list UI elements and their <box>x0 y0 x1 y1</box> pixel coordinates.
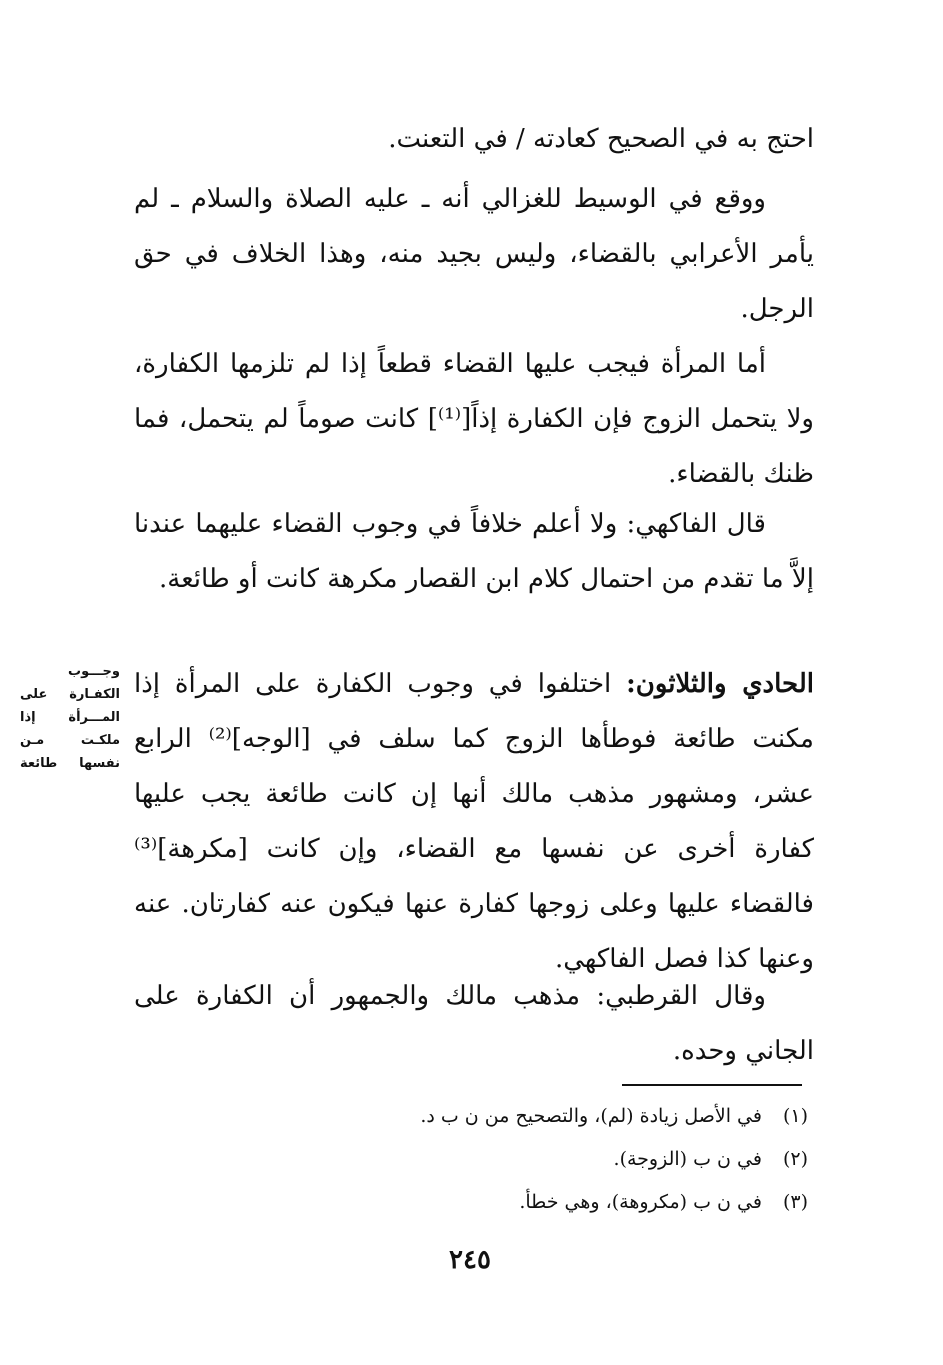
footnote-number: (٣) <box>782 1191 808 1213</box>
paragraph-1: احتج به في الصحيح كعادته / في التعنت. <box>388 124 814 154</box>
paragraph-last: وقال القرطبي: مذهب مالك والجمهور أن الكفارة على الجاني وحده. <box>134 981 814 1066</box>
marginal-note-line: نفسها طائعة <box>20 756 120 771</box>
footnote-3 <box>300 1181 808 1224</box>
footnote-number: (٢) <box>782 1148 808 1170</box>
marginal-note-line: المـــرأة إذا <box>20 710 120 725</box>
section-text: اختلفوا في وجوب الكفارة على المرأة إذا مكنت طائعة فوطأها الزوج كما سلف في [الوجه]⁽²⁾ الرابع عشر، ومشهور مذهب مالك أنها إن كانت طائعة يجب عليها كفارة أخرى عن نفسها مع القضاء، وإن كانت [مكرهة]⁽³⁾ فالقضاء عليها وعلى زوجها كفارة عنها فيكون عنه كفارتان. عنه وعنها كذا فصل الفاكهي. <box>134 669 814 974</box>
footnote-text: في ن ب (الزوجة). <box>613 1148 762 1170</box>
paragraph-3: أما المرأة فيجب عليها القضاء قطعاً إذا لم تلزمها الكفارة، ولا يتحمل الزوج فإن الكفارة إذاً[⁽¹⁾] كانت صوماً لم يتحمل، فما ظنك بالقضاء. <box>134 349 814 489</box>
marginal-note-line: ملكـت مـن <box>20 733 120 748</box>
footnote-text: في الأصل زيادة (لم)، والتصحيح من ن ب د. <box>420 1105 762 1127</box>
footnote-number: (١) <box>782 1105 808 1127</box>
marginal-note-line: وجـــوب <box>68 664 120 679</box>
footnote-separator <box>622 1084 802 1086</box>
section-heading: الحادي والثلاثون: <box>626 669 814 699</box>
footnote-2 <box>300 1138 808 1181</box>
paragraph-2: ووقع في الوسيط للغزالي أنه ـ عليه الصلاة والسلام ـ لم يأمر الأعرابي بالقضاء، وليس بجيد منه، وهذا الخلاف في حق الرجل. <box>134 184 814 324</box>
footnotes <box>300 1095 808 1224</box>
page-number: ٢٤٥ <box>449 1245 491 1275</box>
paragraph-4: قال الفاكهي: ولا أعلم خلافاً في وجوب القضاء عليهما عندنا إلاَّ ما تقدم من احتمال كلام ابن القصار مكرهة كانت أو طائعة. <box>134 509 814 594</box>
marginal-note <box>20 660 120 775</box>
footnote-text: في ن ب (مكروهة)، وهي خطأ. <box>519 1191 762 1213</box>
marginal-note-line: الكفـارة على <box>20 687 120 702</box>
footnote-1 <box>300 1095 808 1138</box>
section-paragraph <box>134 657 814 987</box>
